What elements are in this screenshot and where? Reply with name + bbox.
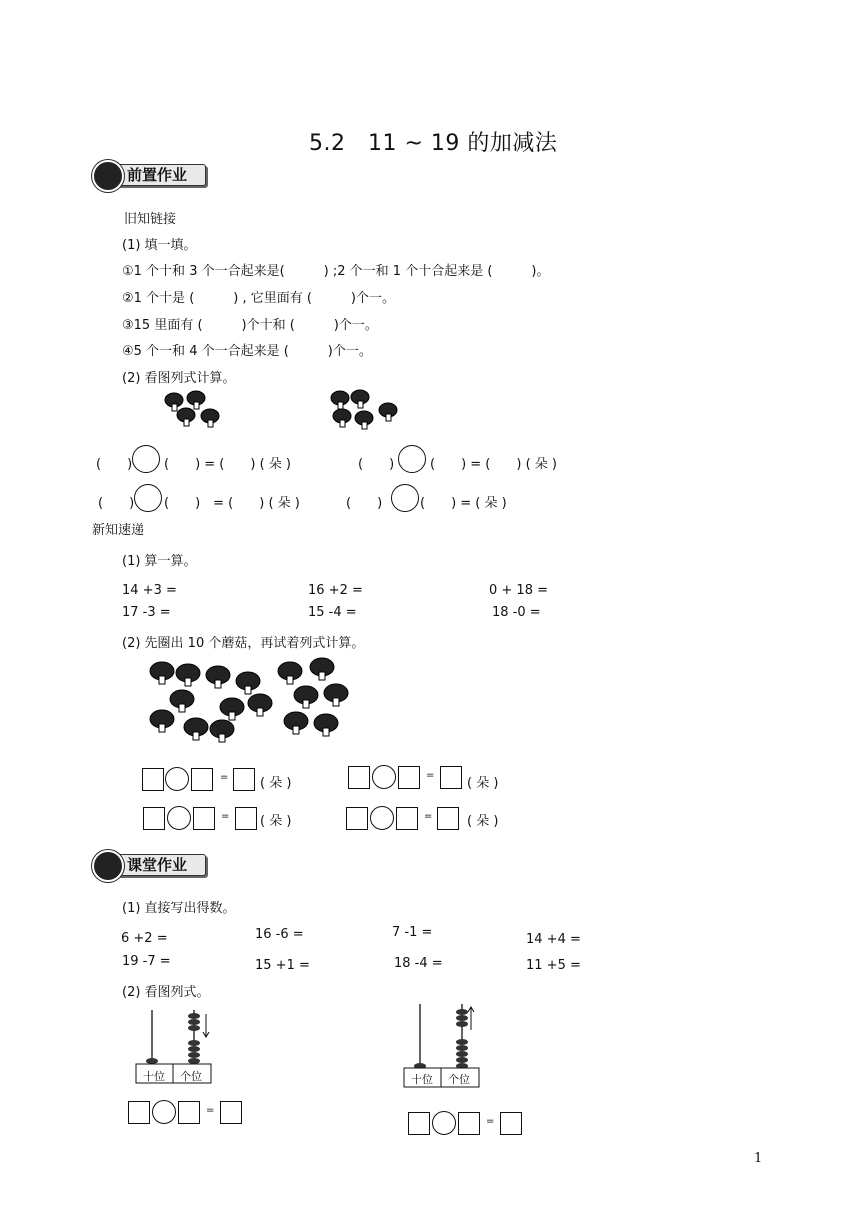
abacus-ones-label: 个位 — [180, 1070, 202, 1083]
fill-line-2: ②1 个十是 ( ) , 它里面有 ( )个一。 — [122, 291, 396, 306]
equation-rest: ( ) = ( ) ( 朵 ) — [164, 496, 300, 511]
answer-box[interactable] — [458, 1112, 480, 1135]
calc-item: 7 -1 = — [392, 925, 433, 940]
answer-box[interactable] — [500, 1112, 522, 1135]
section-banner-class — [92, 850, 212, 876]
new-question-1-title: (1) 算一算。 — [122, 554, 197, 569]
operator-circle[interactable] — [165, 767, 189, 791]
operator-circle[interactable] — [372, 765, 396, 789]
abacus-tens-label: 十位 — [143, 1070, 165, 1083]
pen-icon — [92, 160, 124, 192]
operator-circle[interactable] — [391, 484, 419, 512]
new-question-2-title: (2) 先圈出 10 个蘑菇，再试着列式计算。 — [122, 636, 365, 651]
question-1-title: (1) 填一填。 — [122, 238, 197, 253]
answer-box[interactable] — [128, 1101, 150, 1124]
calc-item: 14 +4 = — [526, 932, 581, 947]
abacus-tens-label: 十位 — [411, 1073, 433, 1086]
operator-circle[interactable] — [167, 806, 191, 830]
calc-item: 15 -4 = — [308, 605, 357, 620]
page-title: 5.2 11 ~ 19 的加减法 — [309, 131, 558, 156]
abacus-ones-label: 个位 — [448, 1073, 470, 1086]
mushroom-group-b — [328, 388, 408, 433]
answer-box[interactable] — [143, 807, 165, 830]
fill-line-4: ④5 个一和 4 个一合起来是 ( )个一。 — [122, 344, 372, 359]
equals-sign: = — [486, 1116, 495, 1127]
calc-item: 18 -0 = — [492, 605, 541, 620]
mushroom-cluster — [148, 655, 358, 750]
answer-box[interactable] — [191, 768, 213, 791]
equals-sign: = — [220, 772, 229, 783]
class-question-2-title: (2) 看图列式。 — [122, 985, 210, 1000]
unit-label: ( 朵 ) — [260, 776, 292, 791]
answer-box[interactable] — [408, 1112, 430, 1135]
equals-sign: = — [426, 770, 435, 781]
operator-circle[interactable] — [134, 484, 162, 512]
equals-sign: = — [221, 811, 230, 822]
question-2-title: (2) 看图列式计算。 — [122, 371, 236, 386]
answer-box[interactable] — [193, 807, 215, 830]
play-icon — [92, 850, 124, 882]
equals-sign: = — [206, 1105, 215, 1116]
blank-paren: ( ) — [96, 457, 133, 472]
calc-item: 19 -7 = — [122, 954, 171, 969]
class-question-1-title: (1) 直接写出得数。 — [122, 901, 236, 916]
calc-item: 18 -4 = — [394, 956, 443, 971]
unit-label: ( 朵 ) — [467, 814, 499, 829]
section-label: 前置作业 — [116, 164, 206, 186]
answer-box[interactable] — [440, 766, 462, 789]
calc-item: 14 +3 = — [122, 583, 177, 598]
answer-box[interactable] — [233, 768, 255, 791]
mushroom-group-a — [162, 390, 232, 430]
equation-rest: ( ) = ( ) ( 朵 ) — [430, 457, 557, 472]
answer-box[interactable] — [235, 807, 257, 830]
equals-sign: = — [424, 811, 433, 822]
operator-circle[interactable] — [152, 1100, 176, 1124]
calc-item: 15 +1 = — [255, 958, 310, 973]
operator-circle[interactable] — [370, 806, 394, 830]
unit-label: ( 朵 ) — [260, 814, 292, 829]
operator-circle[interactable] — [398, 445, 426, 473]
calc-item: 16 +2 = — [308, 583, 363, 598]
answer-box[interactable] — [142, 768, 164, 791]
blank-paren: ( ) — [98, 496, 135, 511]
calc-item: 16 -6 = — [255, 927, 304, 942]
section-label: 课堂作业 — [116, 854, 206, 876]
calc-item: 6 +2 = — [121, 931, 168, 946]
answer-box[interactable] — [396, 807, 418, 830]
calc-item: 17 -3 = — [122, 605, 171, 620]
equation-rest: ( ) = ( ) ( 朵 ) — [164, 457, 291, 472]
blank-paren: ( ) — [358, 457, 395, 472]
fill-line-3: ③15 里面有 ( )个十和 ( )个一。 — [122, 318, 378, 333]
subheading-new-link: 新知速递 — [92, 523, 145, 538]
fill-line-1: ①1 个十和 3 个一合起来是( ) ;2 个一和 1 个十合起来是 ( )。 — [122, 264, 550, 279]
answer-box[interactable] — [346, 807, 368, 830]
section-banner-preview — [92, 160, 212, 186]
unit-label: ( 朵 ) — [467, 776, 499, 791]
operator-circle[interactable] — [432, 1111, 456, 1135]
blank-paren: ( ) — [346, 496, 383, 511]
calc-item: 11 +5 = — [526, 958, 581, 973]
calc-item: 0 + 18 = — [489, 583, 548, 598]
page-number: 1 — [754, 1151, 763, 1166]
subheading-old-link: 旧知链接 — [124, 212, 177, 227]
operator-circle[interactable] — [132, 445, 160, 473]
answer-box[interactable] — [178, 1101, 200, 1124]
answer-box[interactable] — [437, 807, 459, 830]
answer-box[interactable] — [398, 766, 420, 789]
answer-box[interactable] — [348, 766, 370, 789]
equation-rest: ( ) = ( 朵 ) — [420, 496, 507, 511]
answer-box[interactable] — [220, 1101, 242, 1124]
